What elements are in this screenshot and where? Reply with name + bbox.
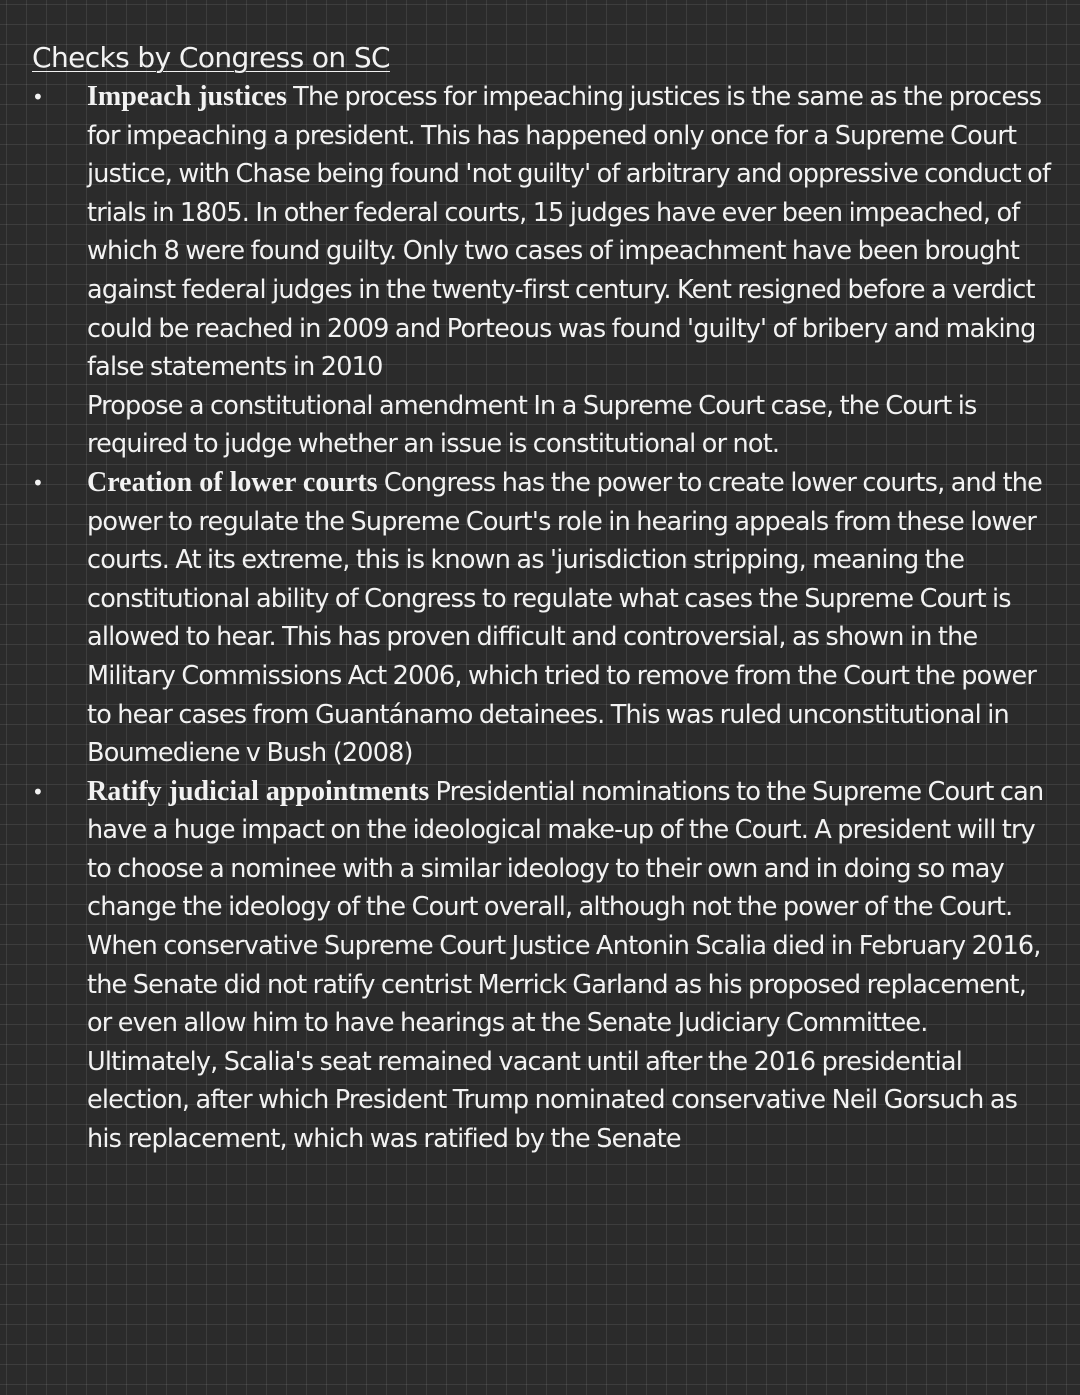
term-lower-courts: Creation of lower courts: [87, 466, 378, 498]
text-impeach-justices: The process for impeaching justices is the same as the process for impeaching a president. This has happened only once for a Supreme Court justice, with Chase being found 'not guilty' of arbitrary and oppressive conduct of trials in 1805. In other federal courts, 15 judges have ever been impeached, of which 8 were found guilty. Only two cases of impeachment have been brought against federal judges in the twenty-first century. Kent resigned before a verdict could be reached in 2009 and Porteous was found 'guilty' of bribery and making false statements in 2010: [87, 82, 1051, 383]
text-constitutional-amendment: Propose a constitutional amendment In a Supreme Court case, the Court is required to judge whether an issue is constitutional or not.: [87, 390, 977, 460]
text-judicial-appointments: Presidential nominations to the Supreme Court can have a huge impact on the ideological make-up of the Court. A president will try to choose a nominee with a similar ideology to their own and in doing so may change the ideology of the Court overall, although not the power of the Court. When conservative Supreme Court Justice Antonin Scalia died in February 2016, the Senate did not ratify centrist Merrick Garland as his proposed replacement, or even allow him to have hearings at the Senate Judiciary Committee. Ultimately, Scalia's seat remained vacant until after the 2016 presidential election, after which President Trump nominated conservative Neil Gorsuch as his replacement, which was ratified by the Senate: [87, 776, 1044, 1155]
list-item-lower-courts: [32, 464, 1052, 773]
term-judicial-appointments: Ratify judicial appointments: [87, 775, 430, 807]
note-page: [32, 38, 1052, 1159]
bullet-dot-icon: •: [32, 85, 43, 109]
bullet-list: [32, 78, 1052, 1159]
bullet-dot-icon: •: [32, 470, 43, 495]
text-lower-courts: Congress has the power to create lower courts, and the power to regulate the Supreme Court's role in hearing appeals from these lower courts. At its extreme, this is known as 'jurisdiction stripping, meaning the constitutional ability of Congress to regulate what cases the Supreme Court is allowed to hear. This has proven difficult and controversial, as shown in the Military Commissions Act 2006, which tried to remove from the Court the power to hear cases from Guantánamo detainees. This was ruled unconstitutional in Boumediene v Bush (2008): [87, 467, 1043, 769]
bullet-dot-icon: •: [32, 779, 43, 804]
term-impeach-justices: Impeach justices: [87, 81, 287, 112]
list-item-judicial-appointments: [32, 773, 1052, 1159]
list-item-impeach-justices: [32, 78, 1052, 464]
note-heading: Checks by Congress on SC: [32, 41, 390, 74]
